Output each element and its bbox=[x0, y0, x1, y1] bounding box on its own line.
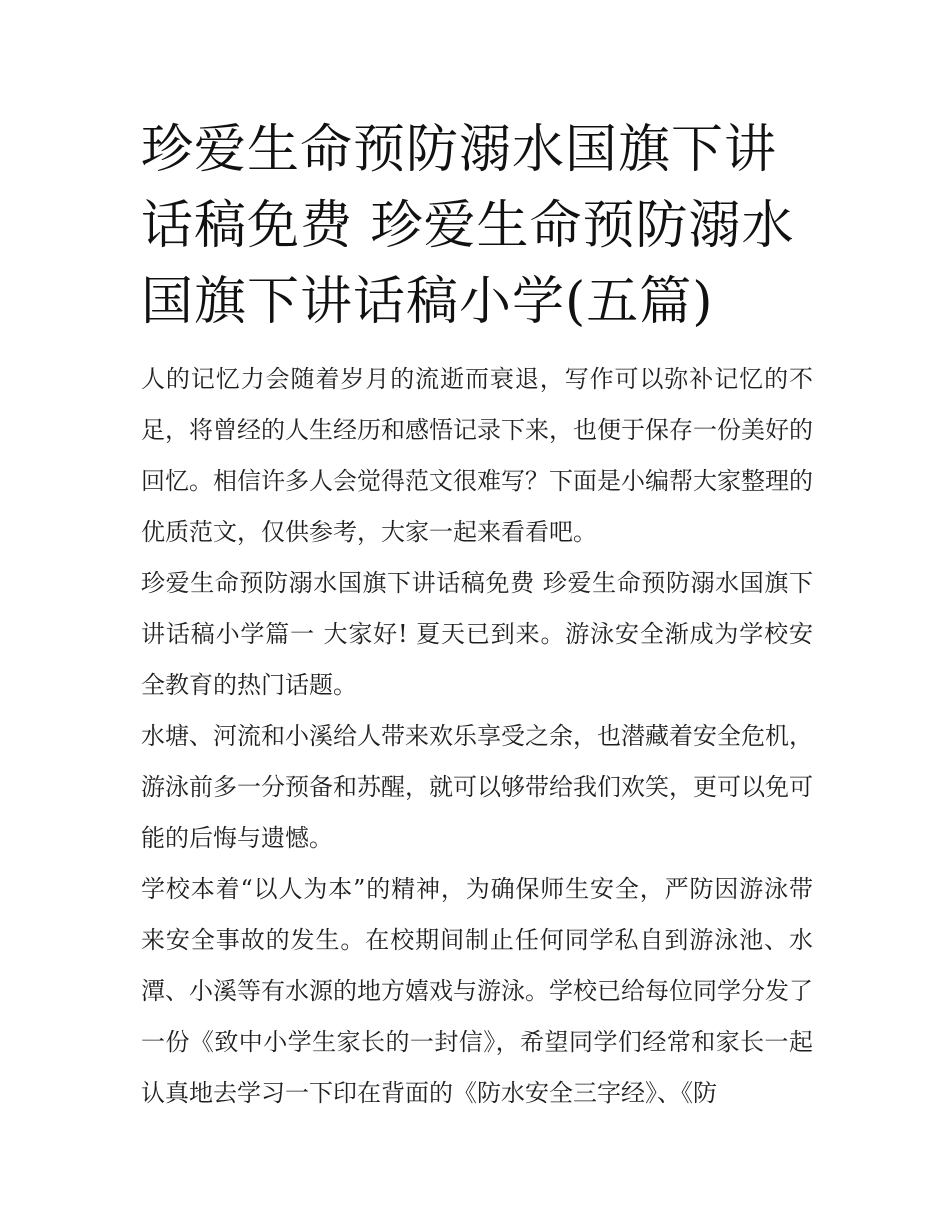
document-page bbox=[141, 112, 813, 1119]
document-body bbox=[141, 354, 813, 1119]
paragraph-school-policy: 学校本着“以人为本”的精神，为确保师生安全，严防因游泳带来安全事故的发生。在校期间制止任何同学私自到游泳池、水潭、小溪等有水源的地方嬉戏与游泳。学校已给每位同学分发了一份《致中小学生家长的一封信》，希望同学们经常和家长一起认真地去学习一下印在背面的《防水安全三字经》、《防 bbox=[141, 875, 813, 1107]
document-title: 珍爱生命预防溺水国旗下讲话稿免费 珍爱生命预防溺水国旗下讲话稿小学(五篇) bbox=[141, 120, 795, 332]
paragraph-water-danger: 水塘、河流和小溪给人带来欢乐享受之余，也潜藏着安全危机，游泳前多一分预备和苏醒，就可以够带给我们欢笑，更可以免可能的后悔与遗憾。 bbox=[141, 722, 813, 852]
paragraph-intro: 人的记忆力会随着岁月的流逝而衰退，写作可以弥补记忆的不足，将曾经的人生经历和感悟记录下来，也便于保存一份美好的回忆。相信许多人会觉得范文很难写？下面是小编帮大家整理的优质范文，仅供参考，大家一起来看看吧。 bbox=[141, 365, 813, 546]
paragraph-section-one: 珍爱生命预防溺水国旗下讲话稿免费 珍爱生命预防溺水国旗下讲话稿小学篇一 大家好! 夏天已到来。游泳安全渐成为学校安全教育的热门话题。 bbox=[141, 569, 813, 699]
